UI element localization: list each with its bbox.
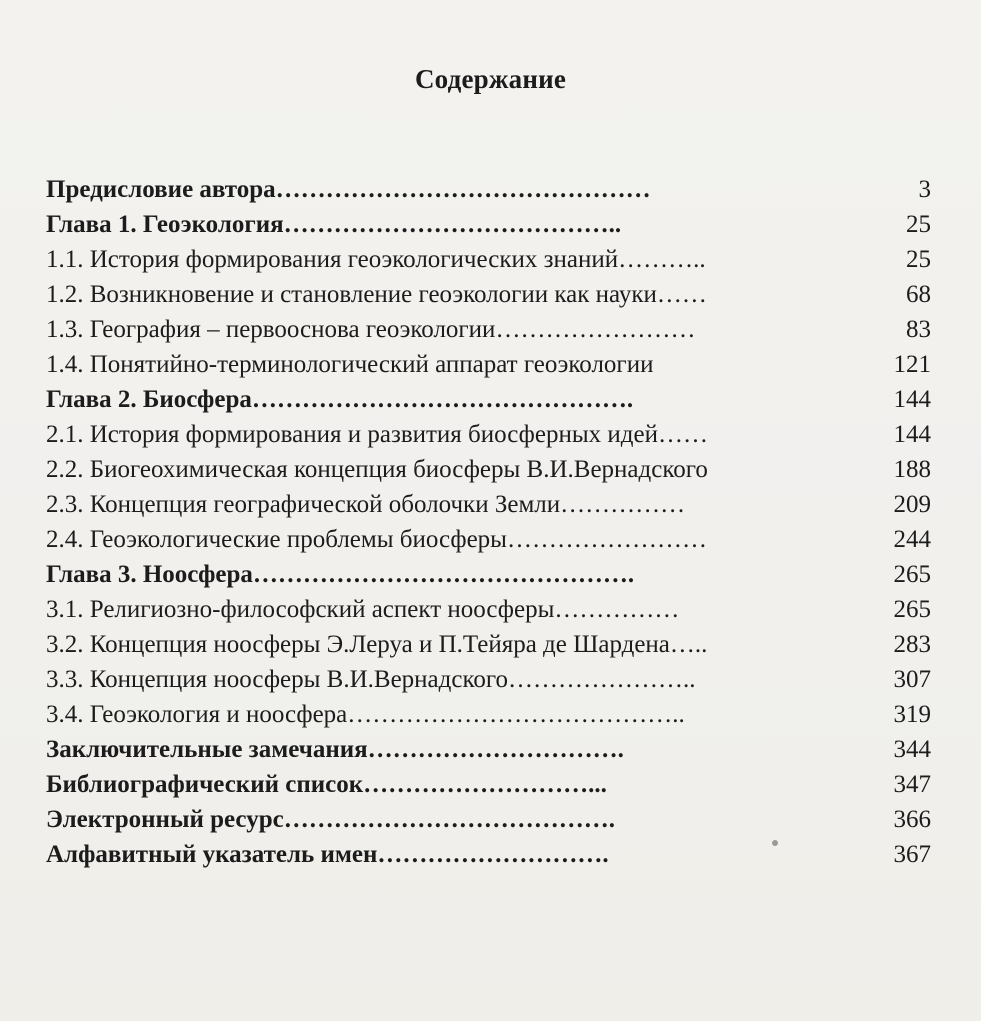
toc-entry	[46, 207, 931, 242]
toc-entry-label: 3.4. Геоэкология и ноосфера…………………………………..	[46, 701, 685, 728]
toc-entry-page: 283	[893, 631, 931, 658]
toc-entry-page: 209	[893, 491, 931, 518]
toc-entry	[46, 557, 931, 592]
toc-entry-label: Алфавитный указатель имен……………………….	[46, 841, 609, 868]
toc-entry-label: Глава 2. Биосфера……………………………………….	[46, 386, 634, 413]
toc-entry-label: 1.4. Понятийно-терминологический аппарат геоэкологии	[46, 351, 654, 378]
toc-entry-page: 68	[906, 281, 931, 308]
toc-entry	[46, 242, 931, 277]
toc-entry	[46, 837, 931, 872]
toc-entry-page: 265	[893, 596, 931, 623]
table-of-contents	[46, 172, 931, 872]
toc-entry	[46, 592, 931, 627]
toc-entry-label: Заключительные замечания………………………….	[46, 736, 624, 763]
toc-entry-page: 347	[893, 771, 931, 798]
toc-entry-label: 2.1. История формирования и развития биосферных идей……	[46, 421, 708, 448]
toc-entry	[46, 697, 931, 732]
toc-entry-page: 307	[893, 666, 931, 693]
toc-entry-page: 188	[893, 456, 931, 483]
toc-entry	[46, 522, 931, 557]
toc-entry-label: 1.1. История формирования геоэкологических знаний………..	[46, 246, 706, 273]
toc-entry	[46, 277, 931, 312]
toc-entry-page: 265	[893, 561, 931, 588]
toc-entry-label: Глава 3. Ноосфера……………………………………….	[46, 561, 635, 588]
toc-entry-page: 3	[918, 176, 931, 203]
toc-entry-label: 1.2. Возникновение и становление геоэкологии как науки……	[46, 281, 707, 308]
toc-entry	[46, 172, 931, 207]
toc-entry-label: Глава 1. Геоэкология…………………………………..	[46, 211, 622, 238]
toc-entry-label: 2.3. Концепция географической оболочки Земли……………	[46, 491, 686, 518]
toc-entry-page: 144	[893, 421, 931, 448]
toc-entry-page: 83	[906, 316, 931, 343]
toc-entry-label: 3.2. Концепция ноосферы Э.Леруа и П.Тейяра де Шардена…..	[46, 631, 708, 658]
toc-entry-page: 244	[893, 526, 931, 553]
toc-entry-page: 367	[893, 841, 931, 868]
toc-entry-page: 319	[893, 701, 931, 728]
toc-entry	[46, 662, 931, 697]
toc-entry-page: 366	[893, 806, 931, 833]
toc-entry	[46, 452, 931, 487]
toc-entry	[46, 347, 931, 382]
toc-entry-label: 3.1. Религиозно-философский аспект ноосферы……………	[46, 596, 680, 623]
toc-entry	[46, 417, 931, 452]
toc-entry-page: 344	[893, 736, 931, 763]
toc-entry	[46, 382, 931, 417]
toc-entry	[46, 767, 931, 802]
toc-entry	[46, 732, 931, 767]
toc-entry	[46, 487, 931, 522]
toc-entry	[46, 312, 931, 347]
toc-entry-label: 3.3. Концепция ноосферы В.И.Вернадского…………………..	[46, 666, 696, 693]
toc-entry-page: 25	[906, 211, 931, 238]
toc-entry-label: Электронный ресурс………………………………….	[46, 806, 615, 833]
toc-entry	[46, 627, 931, 662]
page-title: Содержание	[414, 64, 567, 94]
toc-entry-label: 1.3. География – первооснова геоэкологии……………………	[46, 316, 696, 343]
toc-entry-label: 2.2. Биогеохимическая концепция биосферы В.И.Вернадского	[46, 456, 708, 483]
toc-entry-page: 25	[906, 246, 931, 273]
toc-entry-page: 144	[893, 386, 931, 413]
toc-entry-label: Предисловие автора………………………………………	[46, 176, 651, 203]
toc-entry-label: Библиографический список………………………...	[46, 771, 607, 798]
toc-entry-page: 121	[893, 351, 931, 378]
toc-entry	[46, 802, 931, 837]
toc-entry-label: 2.4. Геоэкологические проблемы биосферы……………………	[46, 526, 707, 553]
ink-spot	[772, 840, 778, 846]
